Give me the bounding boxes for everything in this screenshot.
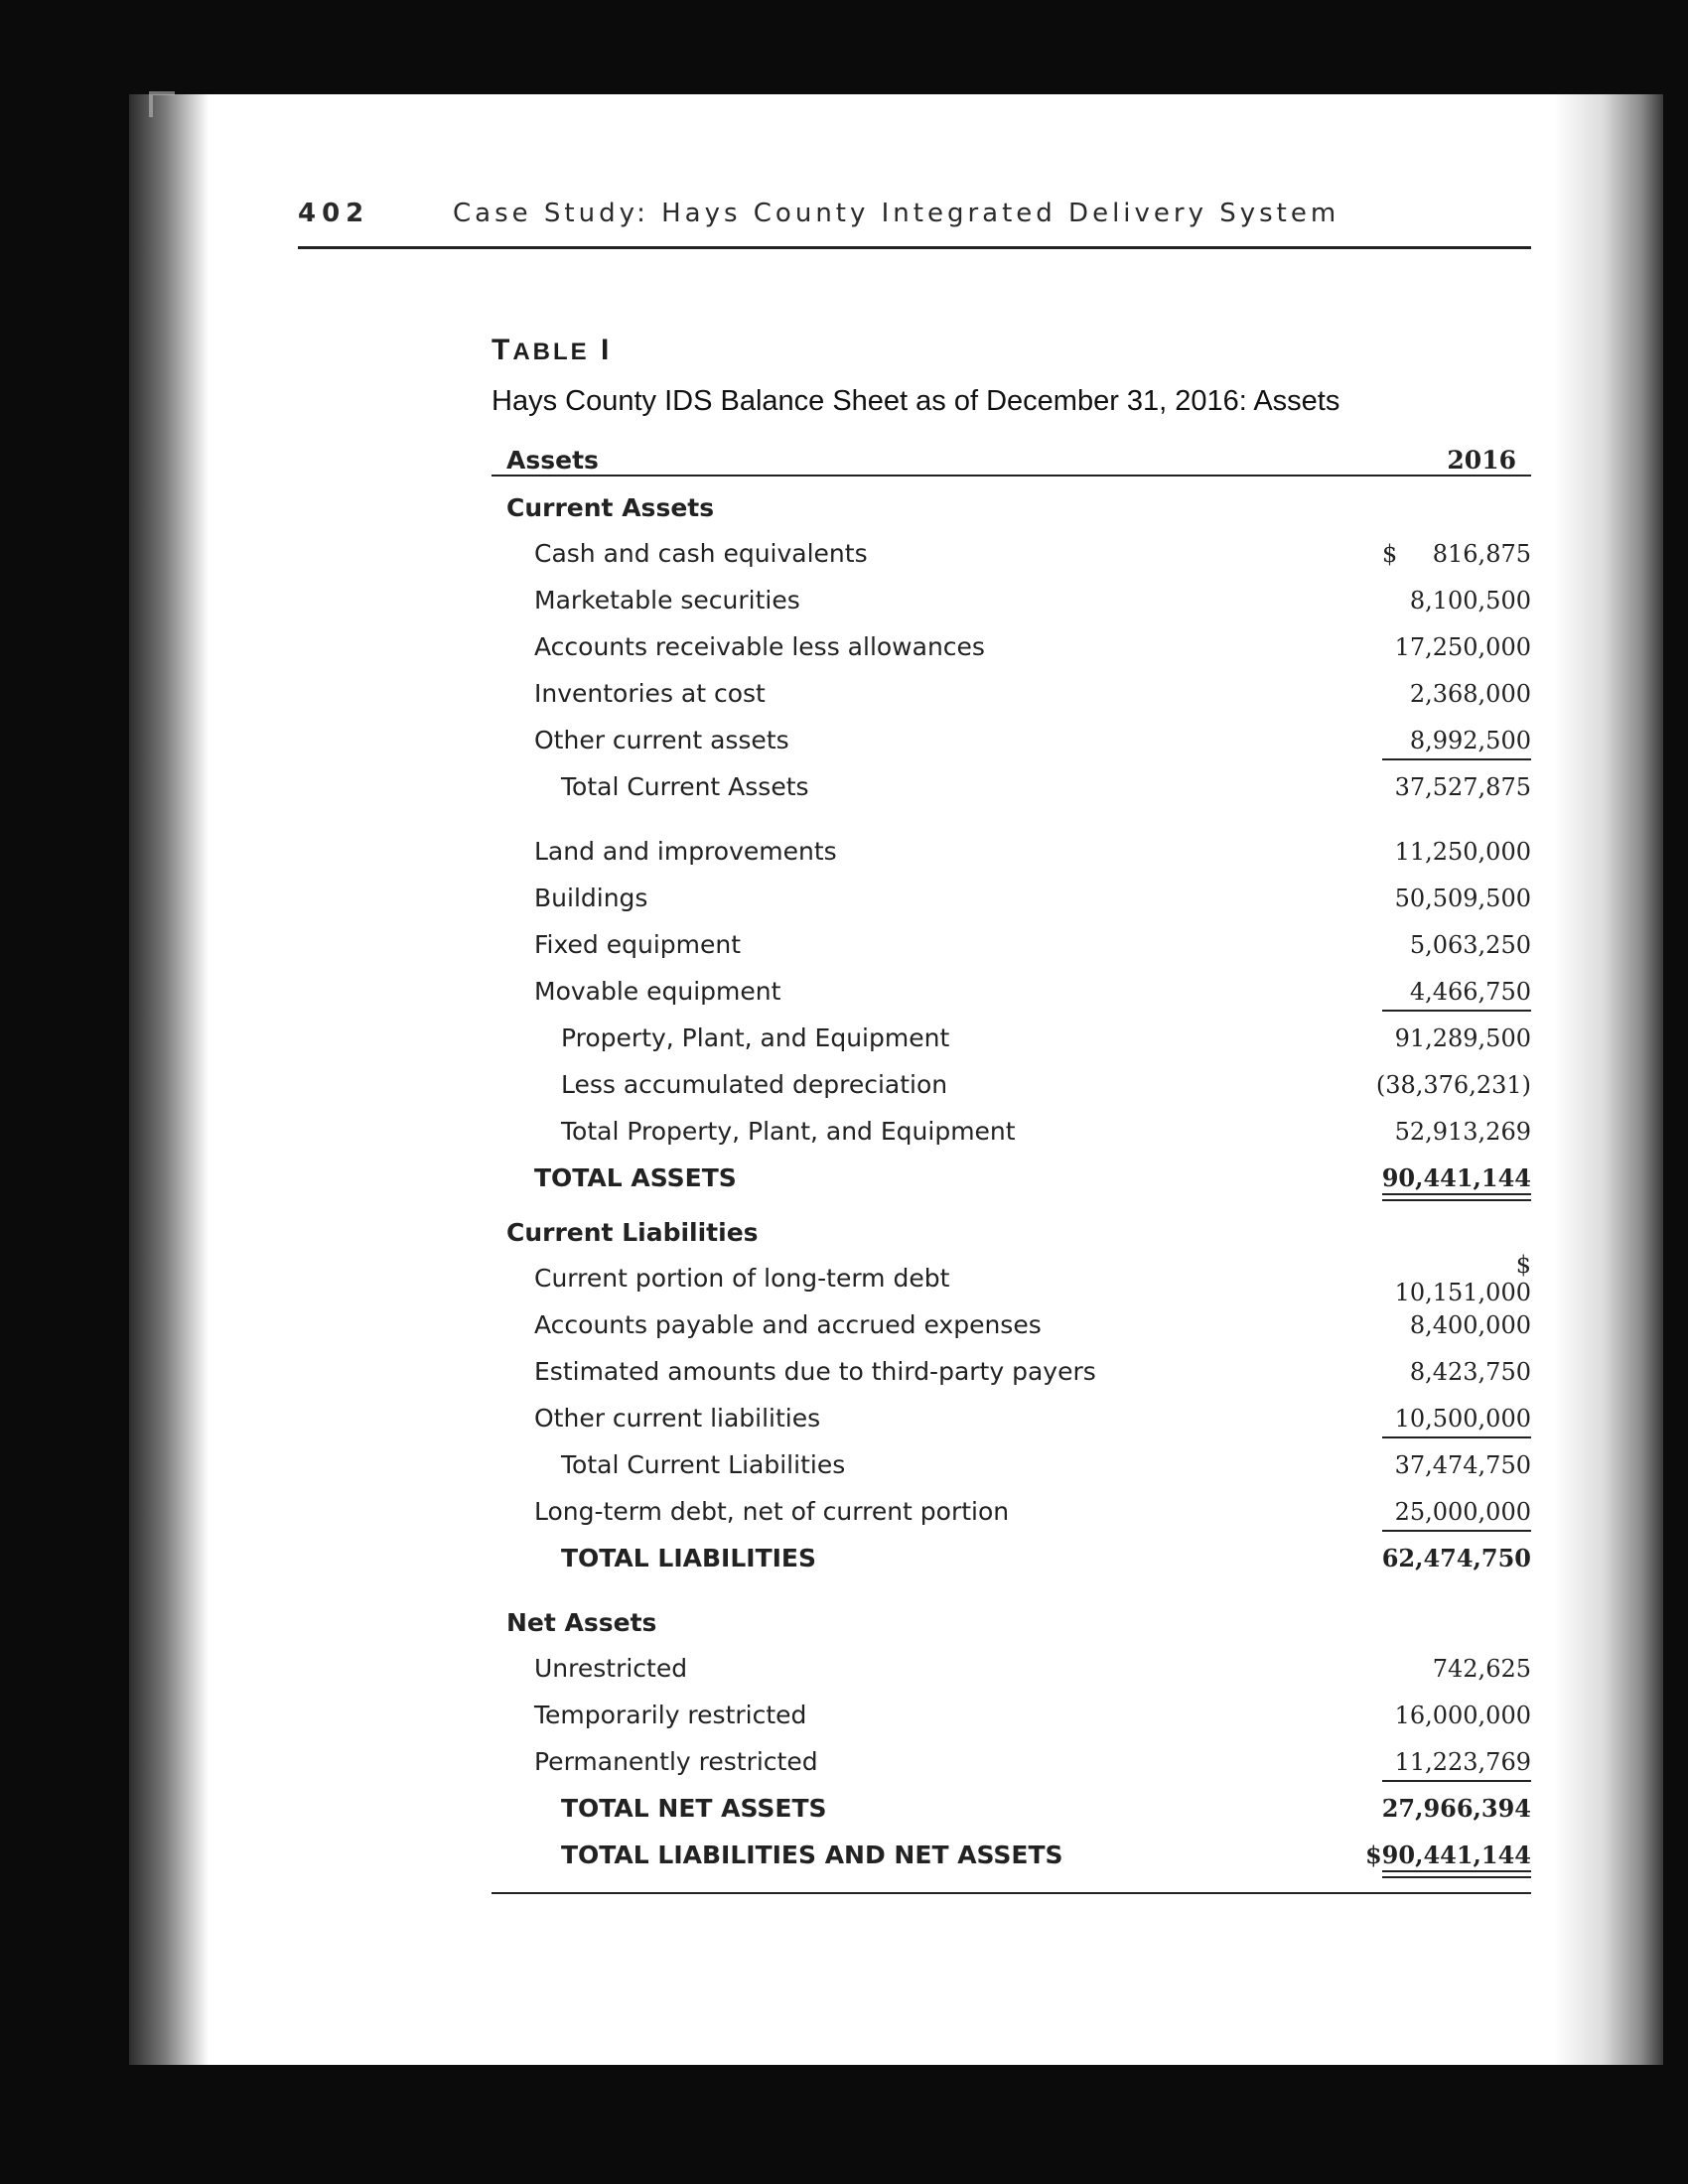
table-row [492,670,1531,717]
table-row [492,1061,1531,1108]
page-number: 402 [298,199,370,228]
row-value: 37,474,750 [1394,1450,1531,1479]
table-row [492,1250,1531,1306]
row-value: 8,992,500 [1382,717,1531,763]
total-row [492,1785,1531,1832]
row-value: 17,250,000 [1394,632,1531,661]
corner-mark-icon [149,91,175,117]
row-value: 4,466,750 [1382,968,1531,1015]
row-label: Buildings [534,884,648,912]
column-header-year: 2016 [1447,446,1516,475]
table-row [492,577,1531,623]
row-value: 27,966,394 [1381,1794,1531,1823]
section-heading: Current Assets [506,492,715,522]
row-value: $90,441,144 [1382,1832,1531,1878]
table-row [492,1692,1531,1738]
section-heading: Net Assets [506,1607,657,1637]
table-row [492,875,1531,921]
row-label: Total Current Assets [561,772,809,801]
row-value: 5,063,250 [1409,930,1531,959]
balance-sheet-table [492,427,1531,1894]
table-row [492,1301,1531,1348]
currency-symbol: $ [1382,539,1398,568]
subtotal-row [492,763,1531,810]
row-label: Movable equipment [534,977,781,1006]
row-label: Current portion of long-term debt [534,1264,950,1293]
table-row [492,1645,1531,1692]
table-end-rule [492,1892,1531,1894]
running-head-title: Case Study: Hays County Integrated Delivery System [453,199,1340,228]
row-label: Marketable securities [534,586,800,614]
table-title: Hays County IDS Balance Sheet as of December 31, 2016: Assets [492,385,1340,417]
subtotal-row [492,1108,1531,1155]
row-label: Fixed equipment [534,930,742,959]
row-value: $ 10,151,000 [1394,1250,1531,1306]
row-label: Other current assets [534,726,789,754]
table-row [492,623,1531,670]
row-label: TOTAL LIABILITIES [561,1544,817,1572]
row-value: $ 816,875 [1382,539,1531,568]
row-value: 62,474,750 [1381,1544,1531,1572]
table-row [492,1488,1531,1535]
row-value: 52,913,269 [1394,1117,1531,1146]
row-value: 11,250,000 [1394,837,1531,866]
row-value: (38,376,231) [1375,1070,1531,1099]
row-label: TOTAL LIABILITIES AND NET ASSETS [561,1841,1063,1869]
total-row [492,1535,1531,1581]
row-value: 90,441,144 [1382,1155,1531,1201]
row-value: 8,400,000 [1409,1310,1531,1339]
row-label: Total Current Liabilities [561,1450,846,1479]
table-label-smallcaps: ABLE [512,339,590,365]
row-label: Property, Plant, and Equipment [561,1024,950,1052]
row-value: 25,000,000 [1382,1488,1531,1535]
table-row [492,1738,1531,1785]
row-label: Accounts receivable less allowances [534,632,985,661]
row-value: 16,000,000 [1394,1701,1531,1729]
row-label: Total Property, Plant, and Equipment [561,1117,1016,1146]
row-label: Unrestricted [534,1654,688,1683]
table-row [492,968,1531,1015]
section-heading: Current Liabilities [506,1217,759,1247]
row-label: Other current liabilities [534,1404,821,1433]
table-row [492,1348,1531,1395]
table-row [492,1395,1531,1441]
row-label: Long-term debt, net of current portion [534,1497,1010,1526]
table-row [492,530,1531,577]
row-label: TOTAL NET ASSETS [561,1794,827,1823]
table-row [492,921,1531,968]
total-row [492,1832,1531,1878]
row-label: TOTAL ASSETS [534,1163,737,1192]
table-header-row [492,427,1531,477]
row-value: 10,500,000 [1382,1395,1531,1441]
row-label: Permanently restricted [534,1747,818,1776]
subtotal-row [492,1015,1531,1061]
row-value: 2,368,000 [1409,679,1531,708]
row-value: 8,100,500 [1409,586,1531,614]
column-header-assets: Assets [506,446,599,475]
table-row [492,828,1531,875]
row-value: 91,289,500 [1394,1024,1531,1052]
row-label: Accounts payable and accrued expenses [534,1310,1042,1339]
subtotal-row [492,1441,1531,1488]
gutter-shadow-right [1554,94,1663,2065]
table-row [492,717,1531,763]
row-value: 37,527,875 [1394,772,1531,801]
table-label [492,334,612,367]
header-rule [298,246,1531,249]
row-label: Estimated amounts due to third-party payers [534,1357,1096,1386]
total-row [492,1155,1531,1201]
row-value: 11,223,769 [1382,1738,1531,1785]
row-value: 8,423,750 [1409,1357,1531,1386]
gutter-shadow-left [129,94,209,2065]
row-label: Land and improvements [534,837,837,866]
row-value: 50,509,500 [1394,884,1531,912]
row-label: Less accumulated depreciation [561,1070,948,1099]
row-label: Temporarily restricted [534,1701,807,1729]
row-label: Inventories at cost [534,679,766,708]
table-label-number: I [601,334,613,366]
row-value: 742,625 [1432,1654,1531,1683]
table-label-initial: T [492,334,513,366]
row-label: Cash and cash equivalents [534,539,868,568]
running-head [298,199,1531,228]
